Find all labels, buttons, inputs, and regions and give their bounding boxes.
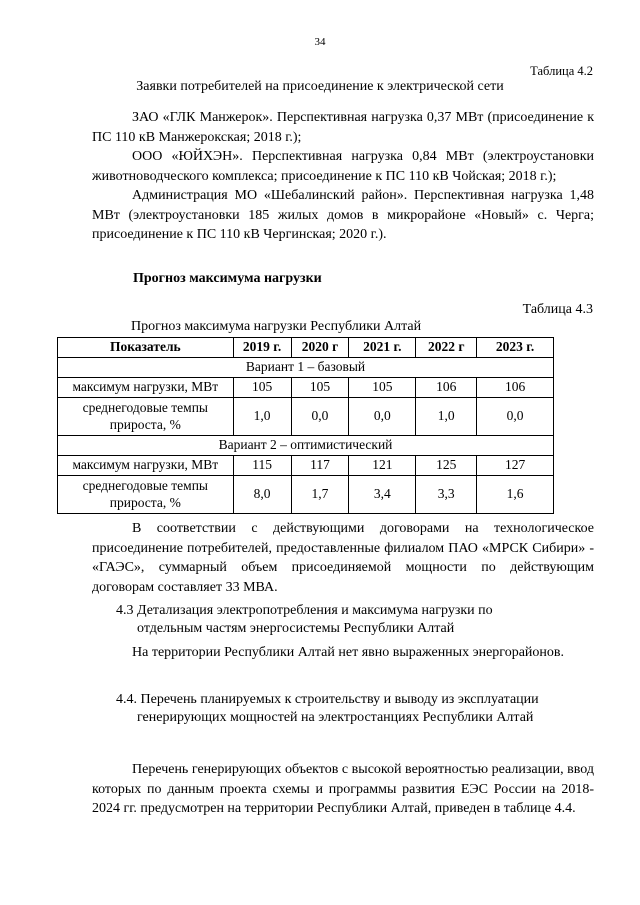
section-4-4-heading-line2: генерирующих мощностей на электростанциях Республики Алтай bbox=[137, 710, 534, 725]
section-4-4-heading-line1: 4.4. Перечень планируемых к строительству и выводу из эксплуатации bbox=[116, 692, 539, 707]
cell: 106 bbox=[477, 378, 554, 398]
table-row bbox=[58, 378, 554, 398]
col-header-2023: 2023 г. bbox=[477, 338, 554, 358]
cell: 115 bbox=[233, 456, 291, 476]
cell: 105 bbox=[349, 378, 416, 398]
contracts-paragraph: В соответствии с действующими договорами на технологическое присоединение потребителей, предоставленные филиалом ПАО «МРСК Сибири» - «ГАЭС», суммарный объем присоединяемой мощности по действующим договорам составляет 33 МВА. bbox=[92, 521, 594, 595]
cell: 125 bbox=[416, 456, 477, 476]
cell: 121 bbox=[349, 456, 416, 476]
forecast-table bbox=[57, 337, 554, 514]
application-yuihen: ООО «ЮЙХЭН». Перспективная нагрузка 0,84 МВт (электроустановки животноводческого комплекса; присоединение к ПС 110 кВ Чойская; 2018 г.); bbox=[92, 149, 594, 184]
row-label: максимум нагрузки, МВт bbox=[58, 378, 234, 398]
section-4-3-heading-line1: 4.3 Детализация электропотребления и максимума нагрузки по bbox=[116, 603, 493, 618]
cell: 0,0 bbox=[349, 398, 416, 436]
section-4-4-body bbox=[92, 760, 594, 819]
col-header-2020: 2020 г bbox=[291, 338, 349, 358]
application-glk: ЗАО «ГЛК Манжерок». Перспективная нагрузка 0,37 МВт (присоединение к ПС 110 кВ Манжерокская; 2018 г.); bbox=[92, 110, 594, 145]
cell: 8,0 bbox=[233, 476, 291, 514]
table-row bbox=[58, 456, 554, 476]
cell: 0,0 bbox=[477, 398, 554, 436]
variant-2-label: Вариант 2 – оптимистический bbox=[58, 436, 554, 456]
table-row bbox=[58, 398, 554, 436]
application-shebalino: Администрация МО «Шебалинский район». Перспективная нагрузка 1,48 МВт (электроустановки 185 жилых домов в микрорайоне «Новый» с. Черга; присоединение к ПС 110 кВ Чергинская; 2020 г.). bbox=[92, 188, 594, 242]
cell: 106 bbox=[416, 378, 477, 398]
cell: 105 bbox=[291, 378, 349, 398]
cell: 1,0 bbox=[233, 398, 291, 436]
cell: 0,0 bbox=[291, 398, 349, 436]
cell: 3,4 bbox=[349, 476, 416, 514]
variant-2-row bbox=[58, 436, 554, 456]
forecast-heading: Прогноз максимума нагрузки bbox=[133, 271, 322, 286]
cell: 1,6 bbox=[477, 476, 554, 514]
variant-1-row bbox=[58, 358, 554, 378]
col-header-2019: 2019 г. bbox=[233, 338, 291, 358]
col-header-indicator: Показатель bbox=[58, 338, 234, 358]
col-header-2022: 2022 г bbox=[416, 338, 477, 358]
table-4-2-title: Заявки потребителей на присоединение к электрической сети bbox=[136, 79, 504, 94]
row-label: среднегодовые темпы прироста, % bbox=[58, 398, 234, 436]
applications-list bbox=[92, 108, 594, 245]
variant-1-label: Вариант 1 – базовый bbox=[58, 358, 554, 378]
cell: 1,7 bbox=[291, 476, 349, 514]
cell: 127 bbox=[477, 456, 554, 476]
page-number: 34 bbox=[314, 36, 326, 48]
cell: 105 bbox=[233, 378, 291, 398]
table-4-2-label: Таблица 4.2 bbox=[530, 64, 593, 78]
table-row bbox=[58, 476, 554, 514]
col-header-2021: 2021 г. bbox=[349, 338, 416, 358]
table-4-3-title: Прогноз максимума нагрузки Республики Алтай bbox=[131, 319, 422, 334]
cell: 1,0 bbox=[416, 398, 477, 436]
table-4-3-label: Таблица 4.3 bbox=[522, 302, 593, 317]
row-label: среднегодовые темпы прироста, % bbox=[58, 476, 234, 514]
contracts-section bbox=[92, 519, 594, 597]
section-4-4-text: Перечень генерирующих объектов с высокой вероятностью реализации, ввод которых по данным проекта схемы и программы развития ЕЭС России на 2018-2024 гг. предусмотрен на территории Республики Алтай, приведен в таблице 4.4. bbox=[92, 762, 594, 816]
cell: 3,3 bbox=[416, 476, 477, 514]
cell: 117 bbox=[291, 456, 349, 476]
section-4-3-heading-line2: отдельным частям энергосистемы Республики Алтай bbox=[137, 621, 455, 636]
row-label: максимум нагрузки, МВт bbox=[58, 456, 234, 476]
section-4-3-text: На территории Республики Алтай нет явно выраженных энергорайонов. bbox=[132, 645, 564, 660]
table-header-row bbox=[58, 338, 554, 358]
section-4-3-body bbox=[92, 643, 594, 663]
